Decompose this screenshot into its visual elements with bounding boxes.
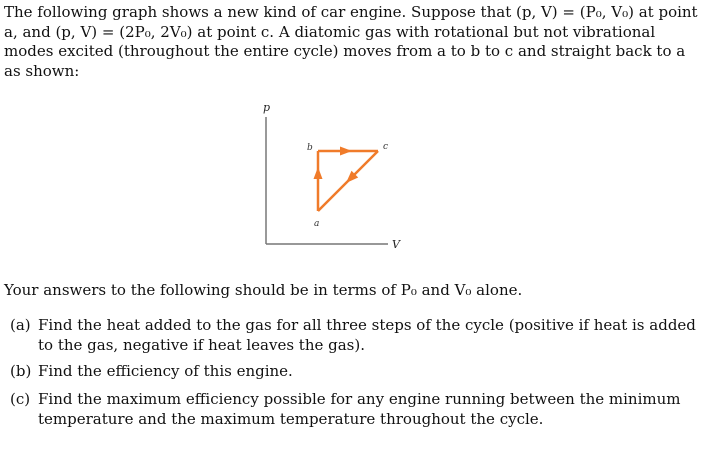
question-text — [38, 316, 698, 355]
intro-line: modes excited (throughout the entire cycle) moves from a to b to c and straight back to a — [4, 42, 686, 60]
point-b-label: b — [307, 143, 313, 153]
question-line: Find the efficiency of this engine. — [38, 362, 293, 380]
question-text — [38, 390, 698, 429]
arrow-right-icon — [340, 147, 352, 156]
question-line: Find the maximum efficiency possible for any engine running between the minimum — [38, 390, 681, 408]
p-axis-label: p — [263, 101, 271, 114]
arrow-up-icon — [314, 167, 323, 179]
intro-paragraph — [4, 3, 704, 81]
v-axis-label: V — [392, 238, 400, 251]
instructions: Your answers to the following should be in terms of P₀ and V₀ alone. — [4, 281, 523, 299]
point-a-label: a — [314, 219, 320, 229]
question-text — [38, 362, 698, 382]
intro-line: The following graph shows a new kind of car engine. Suppose that (p, V) = (P₀, V₀) at point — [4, 3, 698, 21]
question-label: (b) — [10, 362, 32, 380]
question-line: temperature and the maximum temperature throughout the cycle. — [38, 409, 544, 428]
intro-line: a, and (p, V) = (2P₀, 2V₀) at point c. A diatomic gas with rotational but not vibrational — [4, 22, 656, 41]
question-label: (c) — [10, 390, 31, 408]
intro-line: as shown: — [4, 61, 80, 80]
question-label: (a) — [10, 316, 31, 334]
pv-diagram — [250, 95, 420, 255]
question-line: Find the heat added to the gas for all three steps of the cycle (positive if heat is added — [38, 316, 696, 334]
point-c-label: c — [383, 142, 389, 152]
question-line: to the gas, negative if heat leaves the gas). — [38, 335, 365, 354]
